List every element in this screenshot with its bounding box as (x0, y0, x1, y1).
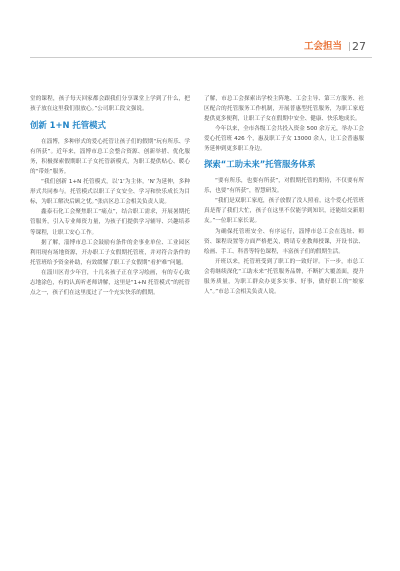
right-column (204, 94, 364, 297)
paragraph: 堂的课程，孩子每天回家都会跟我们分享课堂上学到了什么，把孩子放在这里我们很放心。”公司职工段文强说。 (30, 96, 190, 113)
section-heading: 创新 1+N 托管模式 (30, 120, 106, 131)
page-header (0, 40, 400, 54)
paragraph: 为确保托管班安全、有序运行，淄博市总工会在选址、师资、课程设置等方面严格把关，聘请专业教师授课，开设书法、绘画、手工、科普等特色课程，丰富孩子们的假期生活。 (204, 228, 364, 255)
section-title: 工会担当 (303, 41, 342, 52)
paragraph: 了解，市总工会探索出学校主阵地、工会主导、第三方服务、社区配合的托管服务工作机制，开展普惠型托管服务，为职工家庭提供更多便利，让职工子女在假期中安全、健康、快乐地成长。 (204, 96, 364, 123)
paragraph: 在淄川区青少年宫，十几名孩子正在学习绘画，有的专心致志地涂色，有的认真听老师讲解，这里是“1+N 托管模式”的托管点之一，孩子们在这里度过了一个充实快乐的假期。 (30, 269, 190, 296)
left-column (30, 94, 190, 298)
page-number: 27 (352, 40, 366, 53)
header-rule (30, 57, 372, 58)
section-heading: 探索“工助未来”托管服务体系 (204, 159, 316, 170)
header-divider (349, 42, 350, 51)
paragraph: 开班以来，托管班受到了职工的一致好评。下一步，市总工会将继续深化“工助未来”托管服务品牌，不断扩大覆盖面，提升服务质量，为职工群众办更多实事、好事，做好职工的“娘家人”。”市总工会相关负责人说。 (204, 258, 364, 295)
paragraph: 在淄博，多种形式的爱心托管让孩子们的假期“玩有所乐、学有所获”。近年来，淄博市总工会整合资源、创新举措、优化服务，积极探索假期职工子女托管新模式，为职工提供贴心、暖心的“带娃”服务。 (30, 139, 190, 176)
paragraph: “我们创新 1+N 托管模式，以‘1’为主体，‘N’为延伸，多种形式共同参与。托管模式以职工子女安全、学习和快乐成长为目标，为职工解决后顾之忧。”张店区总工会相关负责人说。 (30, 179, 190, 206)
paragraph: “我们是双职工家庭，孩子放假了没人照看，这个爱心托管班真是帮了我们大忙，孩子在这里不仅能学到知识，还能结交新朋友。”一位职工家长说。 (204, 198, 364, 225)
paragraph: 今年以来，全市各级工会共投入资金 500 余万元，举办工会爱心托管班 426 个，惠及职工子女 13000 余人，让工会普惠服务延伸到更多职工身边。 (204, 126, 364, 153)
paragraph: 鑫泰石化工会聚焦职工“痛点”，结合职工需求，开展暑期托管服务，引入专业师资力量，为孩子们提供学习辅导、兴趣培养等课程，让职工安心工作。 (30, 209, 190, 236)
paragraph: “要有所乐，也要有所获”，对假期托管的期待，不仅要有所乐，也要“有所获”，智慧研发。 (204, 178, 364, 195)
paragraph: 据了解，淄博市总工会鼓励有条件的企事业单位、工业园区利用现有场地资源，开办职工子女假期托管班，并对符合条件的托管班给予资金补助，有效缓解了职工子女假期“看护难”问题。 (30, 239, 190, 266)
